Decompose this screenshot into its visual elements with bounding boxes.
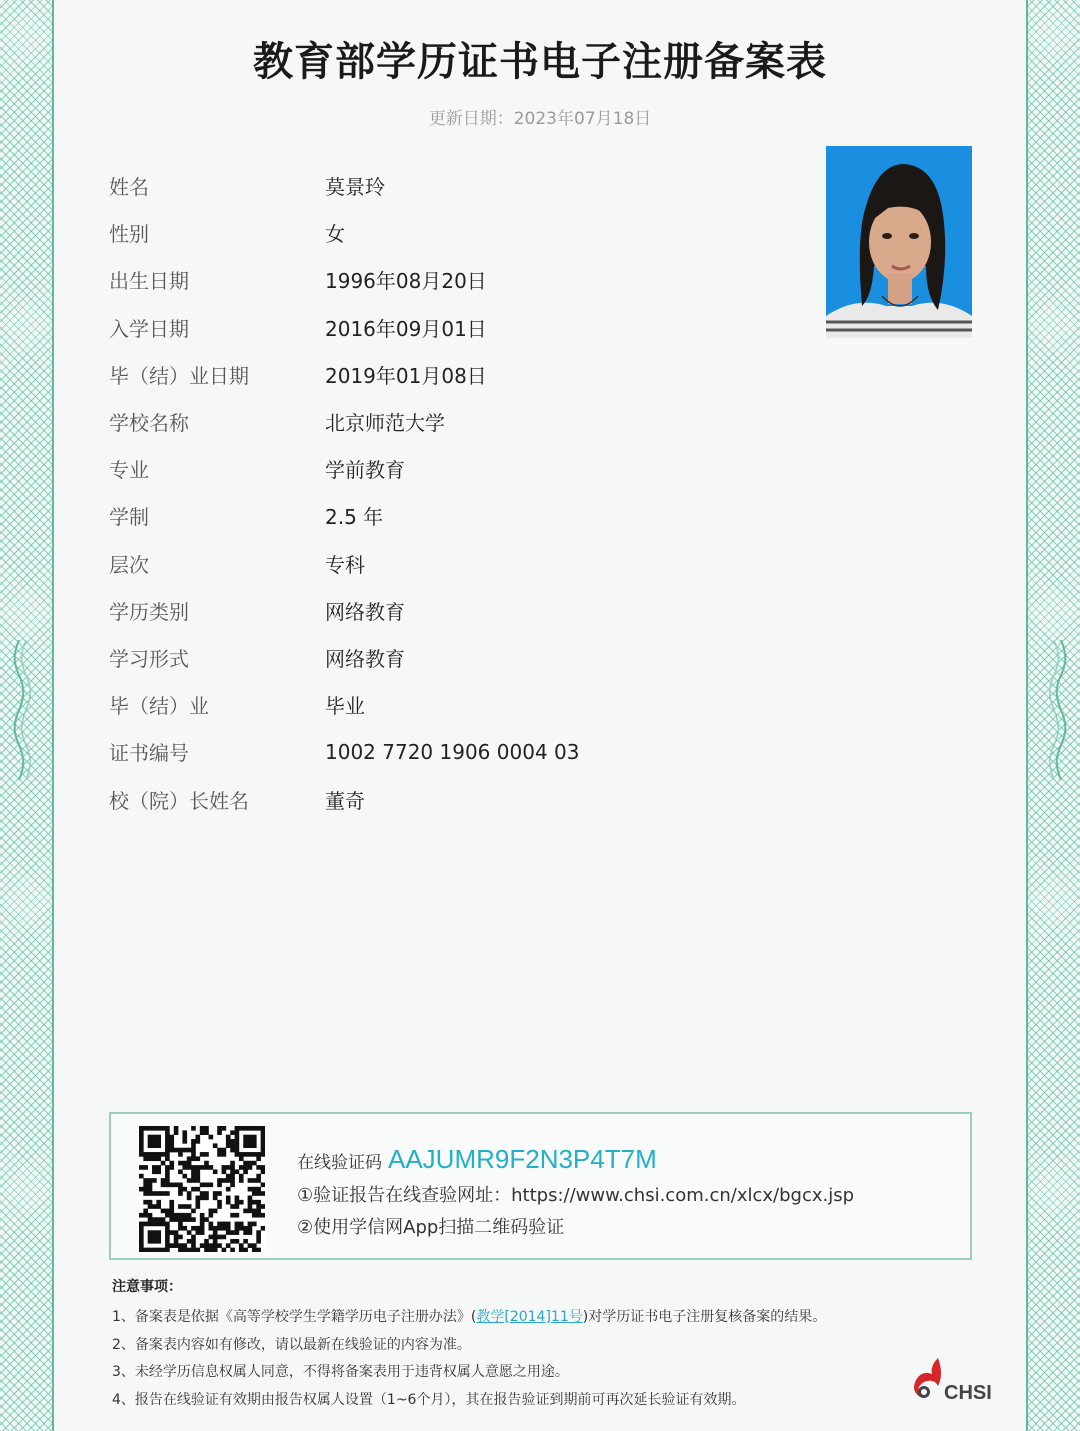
field-value: 2016年09月01日 bbox=[325, 316, 487, 341]
note-item-2: 2、备案表内容如有修改，请以最新在线验证的内容为准。 bbox=[112, 1336, 471, 1353]
field-label: 学校名称 bbox=[109, 411, 189, 436]
field-label: 学制 bbox=[109, 505, 149, 530]
field-value: 莫景玲 bbox=[325, 175, 385, 200]
field-row-level bbox=[109, 540, 809, 587]
field-label: 专业 bbox=[109, 458, 149, 483]
update-date: 更新日期：2023年07月18日 bbox=[428, 109, 652, 129]
field-label: 姓名 bbox=[109, 175, 149, 200]
qr-code-icon[interactable] bbox=[139, 1126, 265, 1252]
online-verification-panel bbox=[109, 1112, 972, 1260]
field-label: 学习形式 bbox=[109, 646, 189, 671]
border-line-right bbox=[1026, 0, 1028, 1431]
verification-code-label: 在线验证码 bbox=[297, 1153, 382, 1173]
verification-url-line: ①验证报告在线查验网址：https://www.chsi.com.cn/xlcx/bgcx.jsp bbox=[297, 1185, 855, 1206]
field-label: 证书编号 bbox=[109, 741, 189, 766]
notes-section bbox=[112, 1276, 912, 1414]
field-label: 学历类别 bbox=[109, 599, 189, 624]
field-label: 毕（结）业 bbox=[109, 694, 209, 719]
border-ornament-left bbox=[4, 640, 34, 780]
field-label: 性别 bbox=[109, 222, 149, 247]
chsi-logo bbox=[908, 1356, 998, 1406]
field-label: 校（院）长姓名 bbox=[109, 788, 249, 813]
field-value: 1996年08月20日 bbox=[325, 269, 487, 294]
field-row-education-type bbox=[109, 587, 809, 634]
field-row-major bbox=[109, 445, 809, 492]
qr-code-image bbox=[139, 1126, 265, 1252]
note-text: 1、备案表是依据《高等学校学生学籍学历电子注册办法》( bbox=[112, 1309, 477, 1325]
field-row-study-mode bbox=[109, 634, 809, 681]
field-value: 学前教育 bbox=[325, 458, 405, 483]
field-label: 毕（结）业日期 bbox=[109, 363, 249, 388]
record-fields bbox=[109, 162, 809, 823]
note-text: )对学历证书电子注册复核备案的结果。 bbox=[582, 1309, 827, 1325]
field-row-name bbox=[109, 162, 809, 209]
document-title: 教育部学历证书电子注册备案表 bbox=[253, 39, 827, 85]
notes-title: 注意事项： bbox=[112, 1279, 182, 1295]
field-row-school bbox=[109, 398, 809, 445]
field-value: 北京师范大学 bbox=[325, 411, 445, 436]
chsi-logo-text: CHSI bbox=[944, 1382, 992, 1404]
field-row-graduation-status bbox=[109, 681, 809, 728]
field-row-duration bbox=[109, 492, 809, 539]
field-label: 出生日期 bbox=[109, 269, 189, 294]
record-sheet bbox=[54, 0, 1026, 1431]
id-photo bbox=[826, 146, 972, 338]
field-value: 女 bbox=[325, 222, 345, 247]
verification-text bbox=[297, 1144, 854, 1239]
note-item-4: 4、报告在线验证有效期由报告权属人设置（1~6个月），其在报告验证到期前可再次延长验证有效期。 bbox=[112, 1391, 746, 1408]
note-item-3: 3、未经学历信息权属人同意，不得将备案表用于违背权属人意愿之用途。 bbox=[112, 1364, 569, 1380]
chsi-logo-icon bbox=[908, 1356, 948, 1402]
field-row-graduation-date bbox=[109, 351, 809, 398]
note-item-1 bbox=[112, 1304, 912, 1332]
border-ornament-right bbox=[1046, 640, 1076, 780]
field-value: 毕业 bbox=[325, 694, 365, 719]
portrait-image bbox=[826, 146, 972, 338]
field-label: 层次 bbox=[109, 552, 149, 577]
field-row-enrollment-date bbox=[109, 304, 809, 351]
field-row-birth-date bbox=[109, 256, 809, 303]
verification-code: AAJUMR9F2N3P4T7M bbox=[388, 1144, 657, 1174]
field-row-gender bbox=[109, 209, 809, 256]
field-value: 专科 bbox=[325, 552, 365, 577]
verification-app-line: ②使用学信网App扫描二维码验证 bbox=[297, 1217, 565, 1238]
field-row-president-name bbox=[109, 775, 809, 822]
verification-code-line bbox=[297, 1144, 854, 1175]
field-row-certificate-number bbox=[109, 728, 809, 775]
field-value: 董奇 bbox=[325, 788, 365, 813]
field-value: 网络教育 bbox=[325, 599, 405, 624]
regulation-link[interactable]: 教学[2014]11号 bbox=[476, 1309, 583, 1325]
field-value: 2019年01月08日 bbox=[325, 363, 487, 388]
field-value: 2.5 年 bbox=[325, 505, 384, 530]
field-label: 入学日期 bbox=[109, 316, 189, 341]
field-value: 网络教育 bbox=[325, 646, 405, 671]
field-value: 1002 7720 1906 0004 03 bbox=[325, 739, 580, 764]
